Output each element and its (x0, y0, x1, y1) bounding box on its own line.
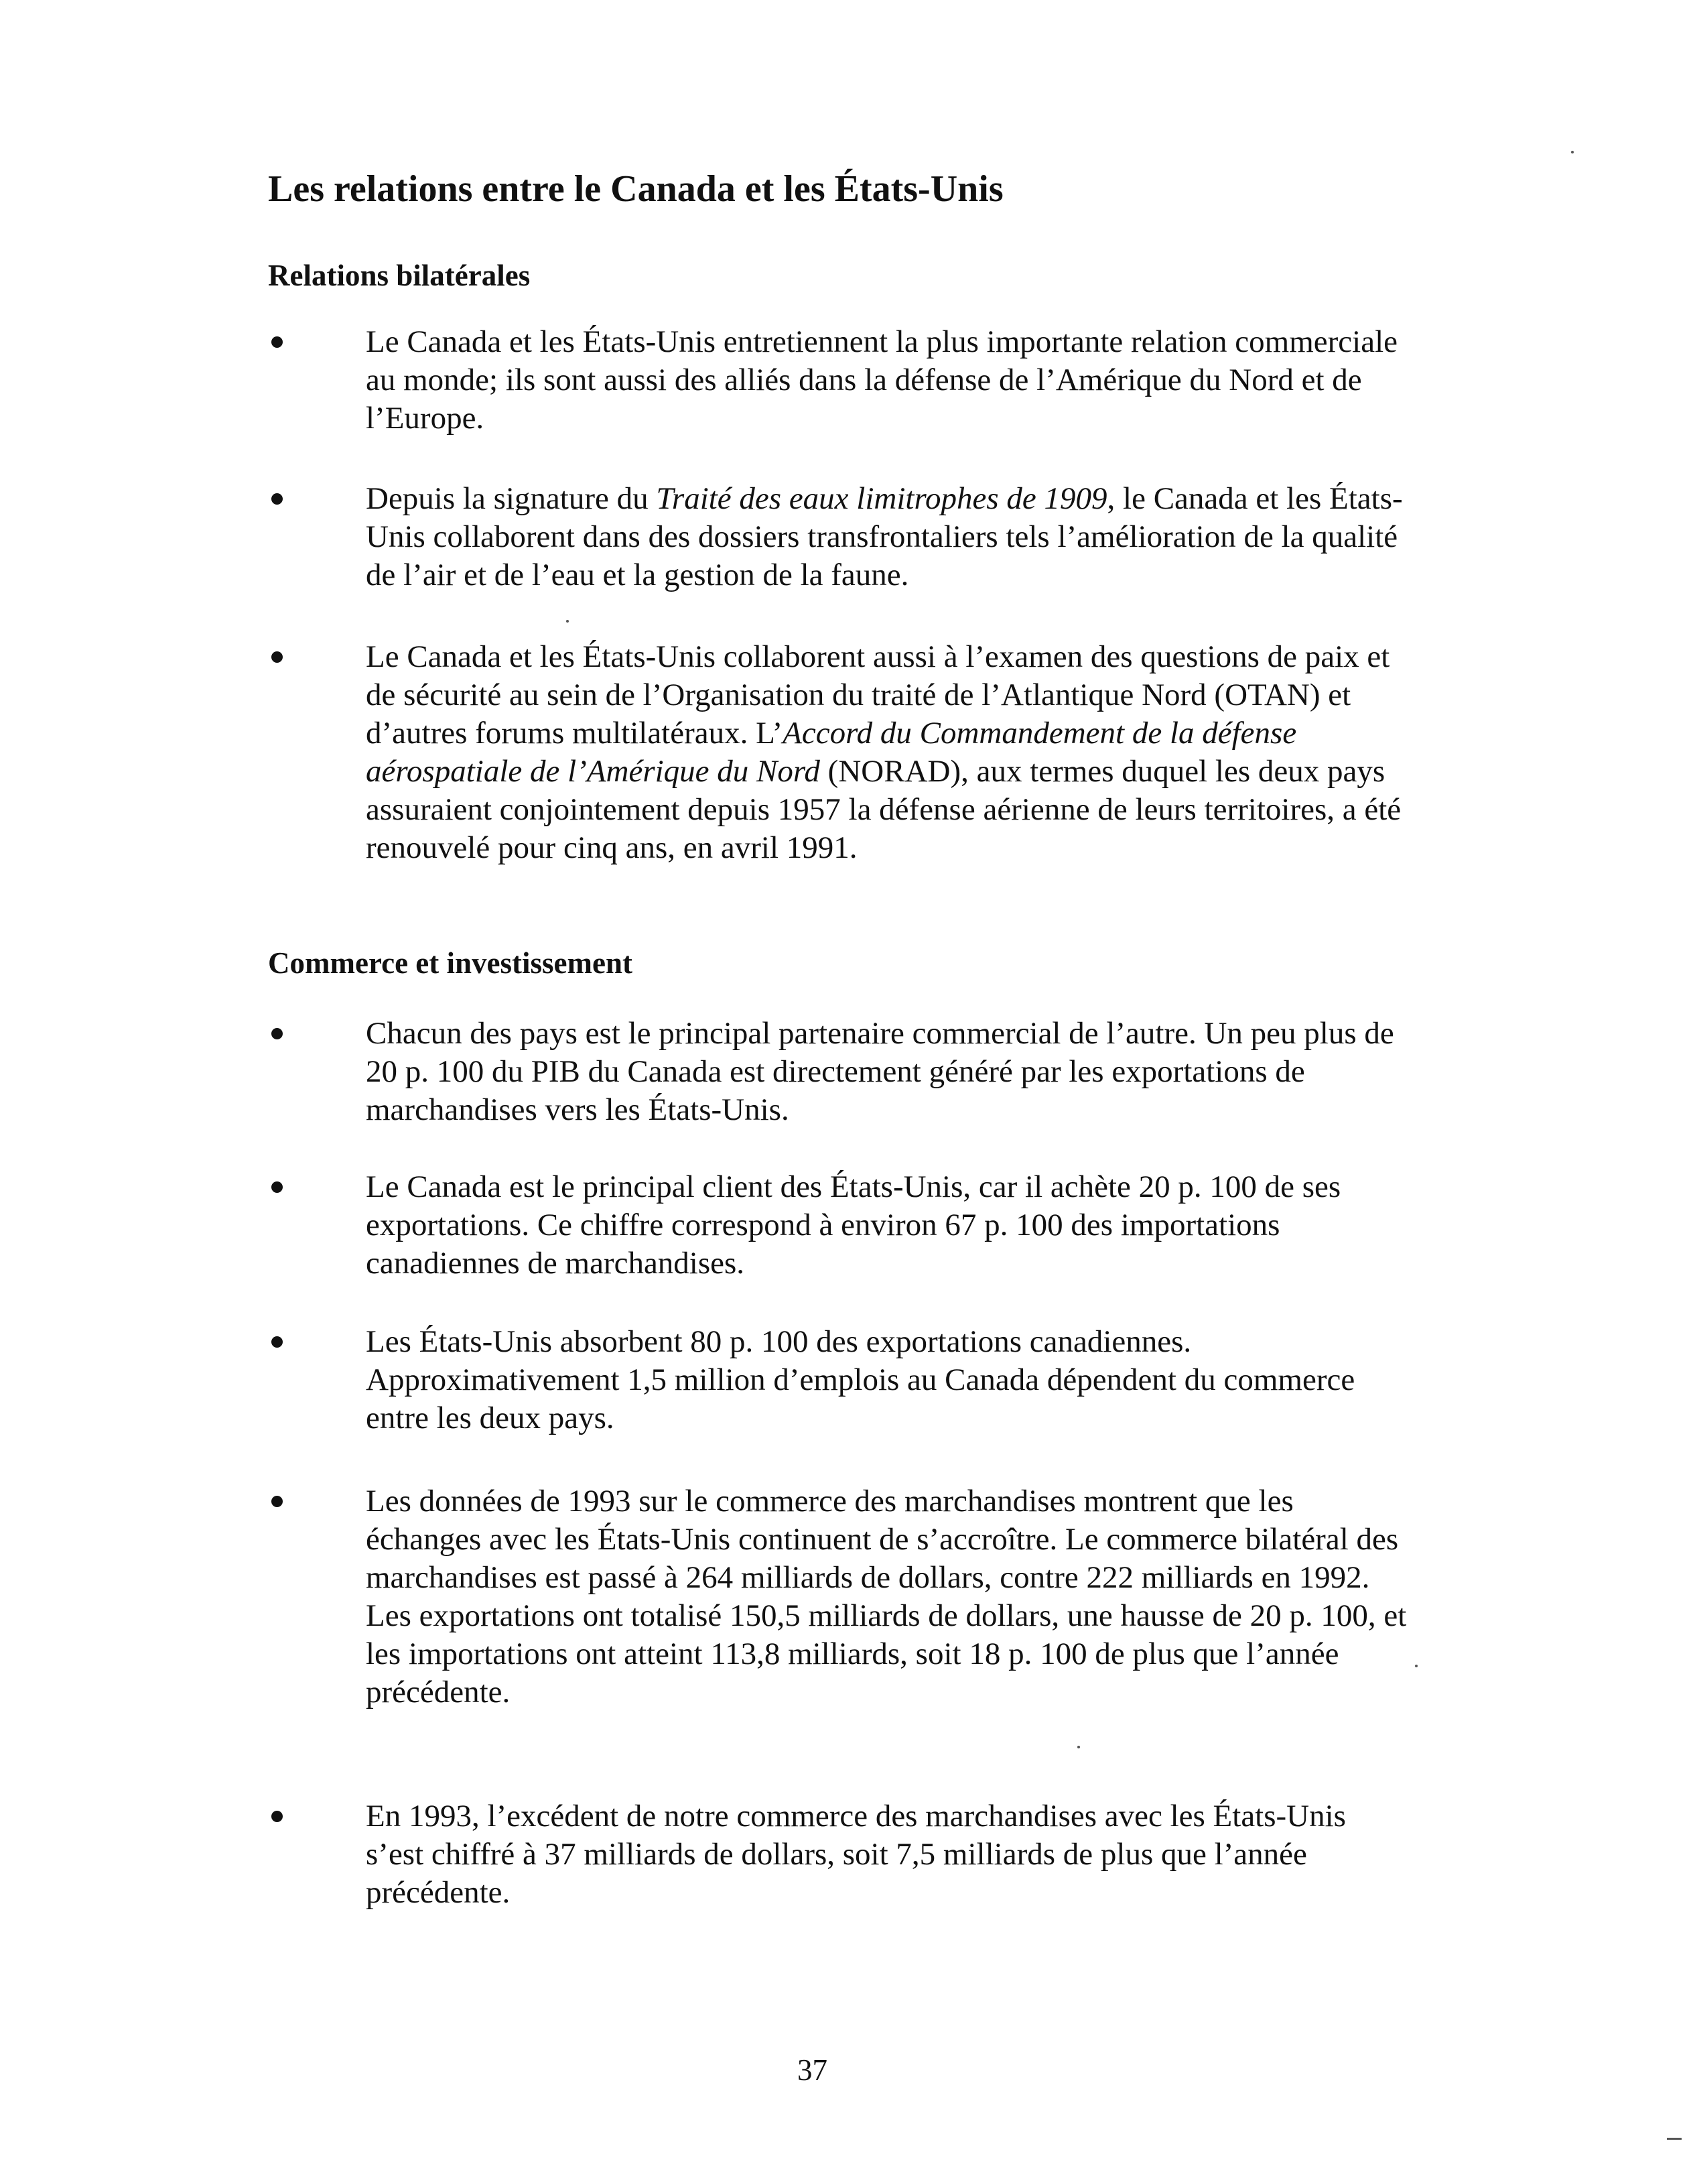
bullet-text: Les États-Unis absorbent 80 p. 100 des exportations canadiennes. Approximativement 1,5 million d’emplois au Canada dépendent du commerce entre les deux pays. (366, 1324, 1355, 1435)
bullet-icon (271, 1496, 283, 1507)
scan-speck (1571, 151, 1574, 153)
bullet-icon (271, 651, 283, 663)
bullet-text: Le Canada et les États-Unis entretiennent la plus importante relation commerciale au monde; ils sont aussi des alliés dans la défense de l’Amérique du Nord et de l’Europe. (366, 324, 1398, 436)
page-number: 37 (797, 2053, 827, 2087)
scan-speck (1077, 1746, 1080, 1748)
scan-speck (1667, 2138, 1682, 2140)
bullet-text: Le Canada est le principal client des États-Unis, car il achète 20 p. 100 de ses exportations. Ce chiffre correspond à environ 67 p. 100 des importations canadiennes de marchandises. (366, 1169, 1341, 1281)
bullet-icon (271, 1181, 283, 1193)
bullet-text: Le Canada et les États-Unis collaborent aussi à l’examen des questions de paix et de sécurité au sein de l’Organisation du traité de l’Atlantique Nord (OTAN) et d’autres forums multilatéraux. L’Accord du Commandement de la défense aérospatiale de l’Amérique du Nord (NORAD), aux termes duquel les deux pays assuraient conjointement depuis 1957 la défense aérienne de leurs territoires, a été renouvelé pour cinq ans, en avril 1991. (366, 639, 1402, 865)
section-heading-relations-bilaterales: Relations bilatérales (268, 259, 531, 292)
scan-speck (566, 620, 569, 623)
bullet-text: Depuis la signature du Traité des eaux limitrophes de 1909, le Canada et les États-Unis collaborent dans des dossiers transfrontaliers tels l’amélioration de la qualité de l’air et de l’eau et la gestion de la faune. (366, 481, 1403, 592)
scan-speck (1415, 1665, 1418, 1667)
agreement-title: Accord du Commandement de la défense aérospatiale de l’Amérique du Nord (366, 716, 1297, 789)
bullet-icon (271, 336, 283, 348)
page-title: Les relations entre le Canada et les États-Unis (268, 168, 1004, 210)
bullet-text: Les données de 1993 sur le commerce des marchandises montrent que les échanges avec les États-Unis continuent de s’accroître. Le commerce bilatéral des marchandises est passé à 264 milliards de dollars, contre 222 milliards en 1992. Les exportations ont totalisé 150,5 milliards de dollars, une hausse de 20 p. 100, et les importations ont atteint 113,8 milliards, soit 18 p. 100 de plus que l’année précédente. (366, 1484, 1407, 1710)
treaty-title: Traité des eaux limitrophes de 1909 (656, 481, 1107, 516)
bullet-icon (271, 1811, 283, 1822)
bullet-icon (271, 493, 283, 505)
bullet-text: En 1993, l’excédent de notre commerce des marchandises avec les États-Unis s’est chiffré à 37 milliards de dollars, soit 7,5 milliards de plus que l’année précédente. (366, 1799, 1346, 1910)
section-heading-commerce-investissement: Commerce et investissement (268, 946, 632, 980)
bullet-icon (271, 1028, 283, 1039)
bullet-icon (271, 1336, 283, 1348)
bullet-text: Chacun des pays est le principal partenaire commercial de l’autre. Un peu plus de 20 p. 100 du PIB du Canada est directement généré par les exportations de marchandises vers les États-Unis. (366, 1016, 1394, 1127)
